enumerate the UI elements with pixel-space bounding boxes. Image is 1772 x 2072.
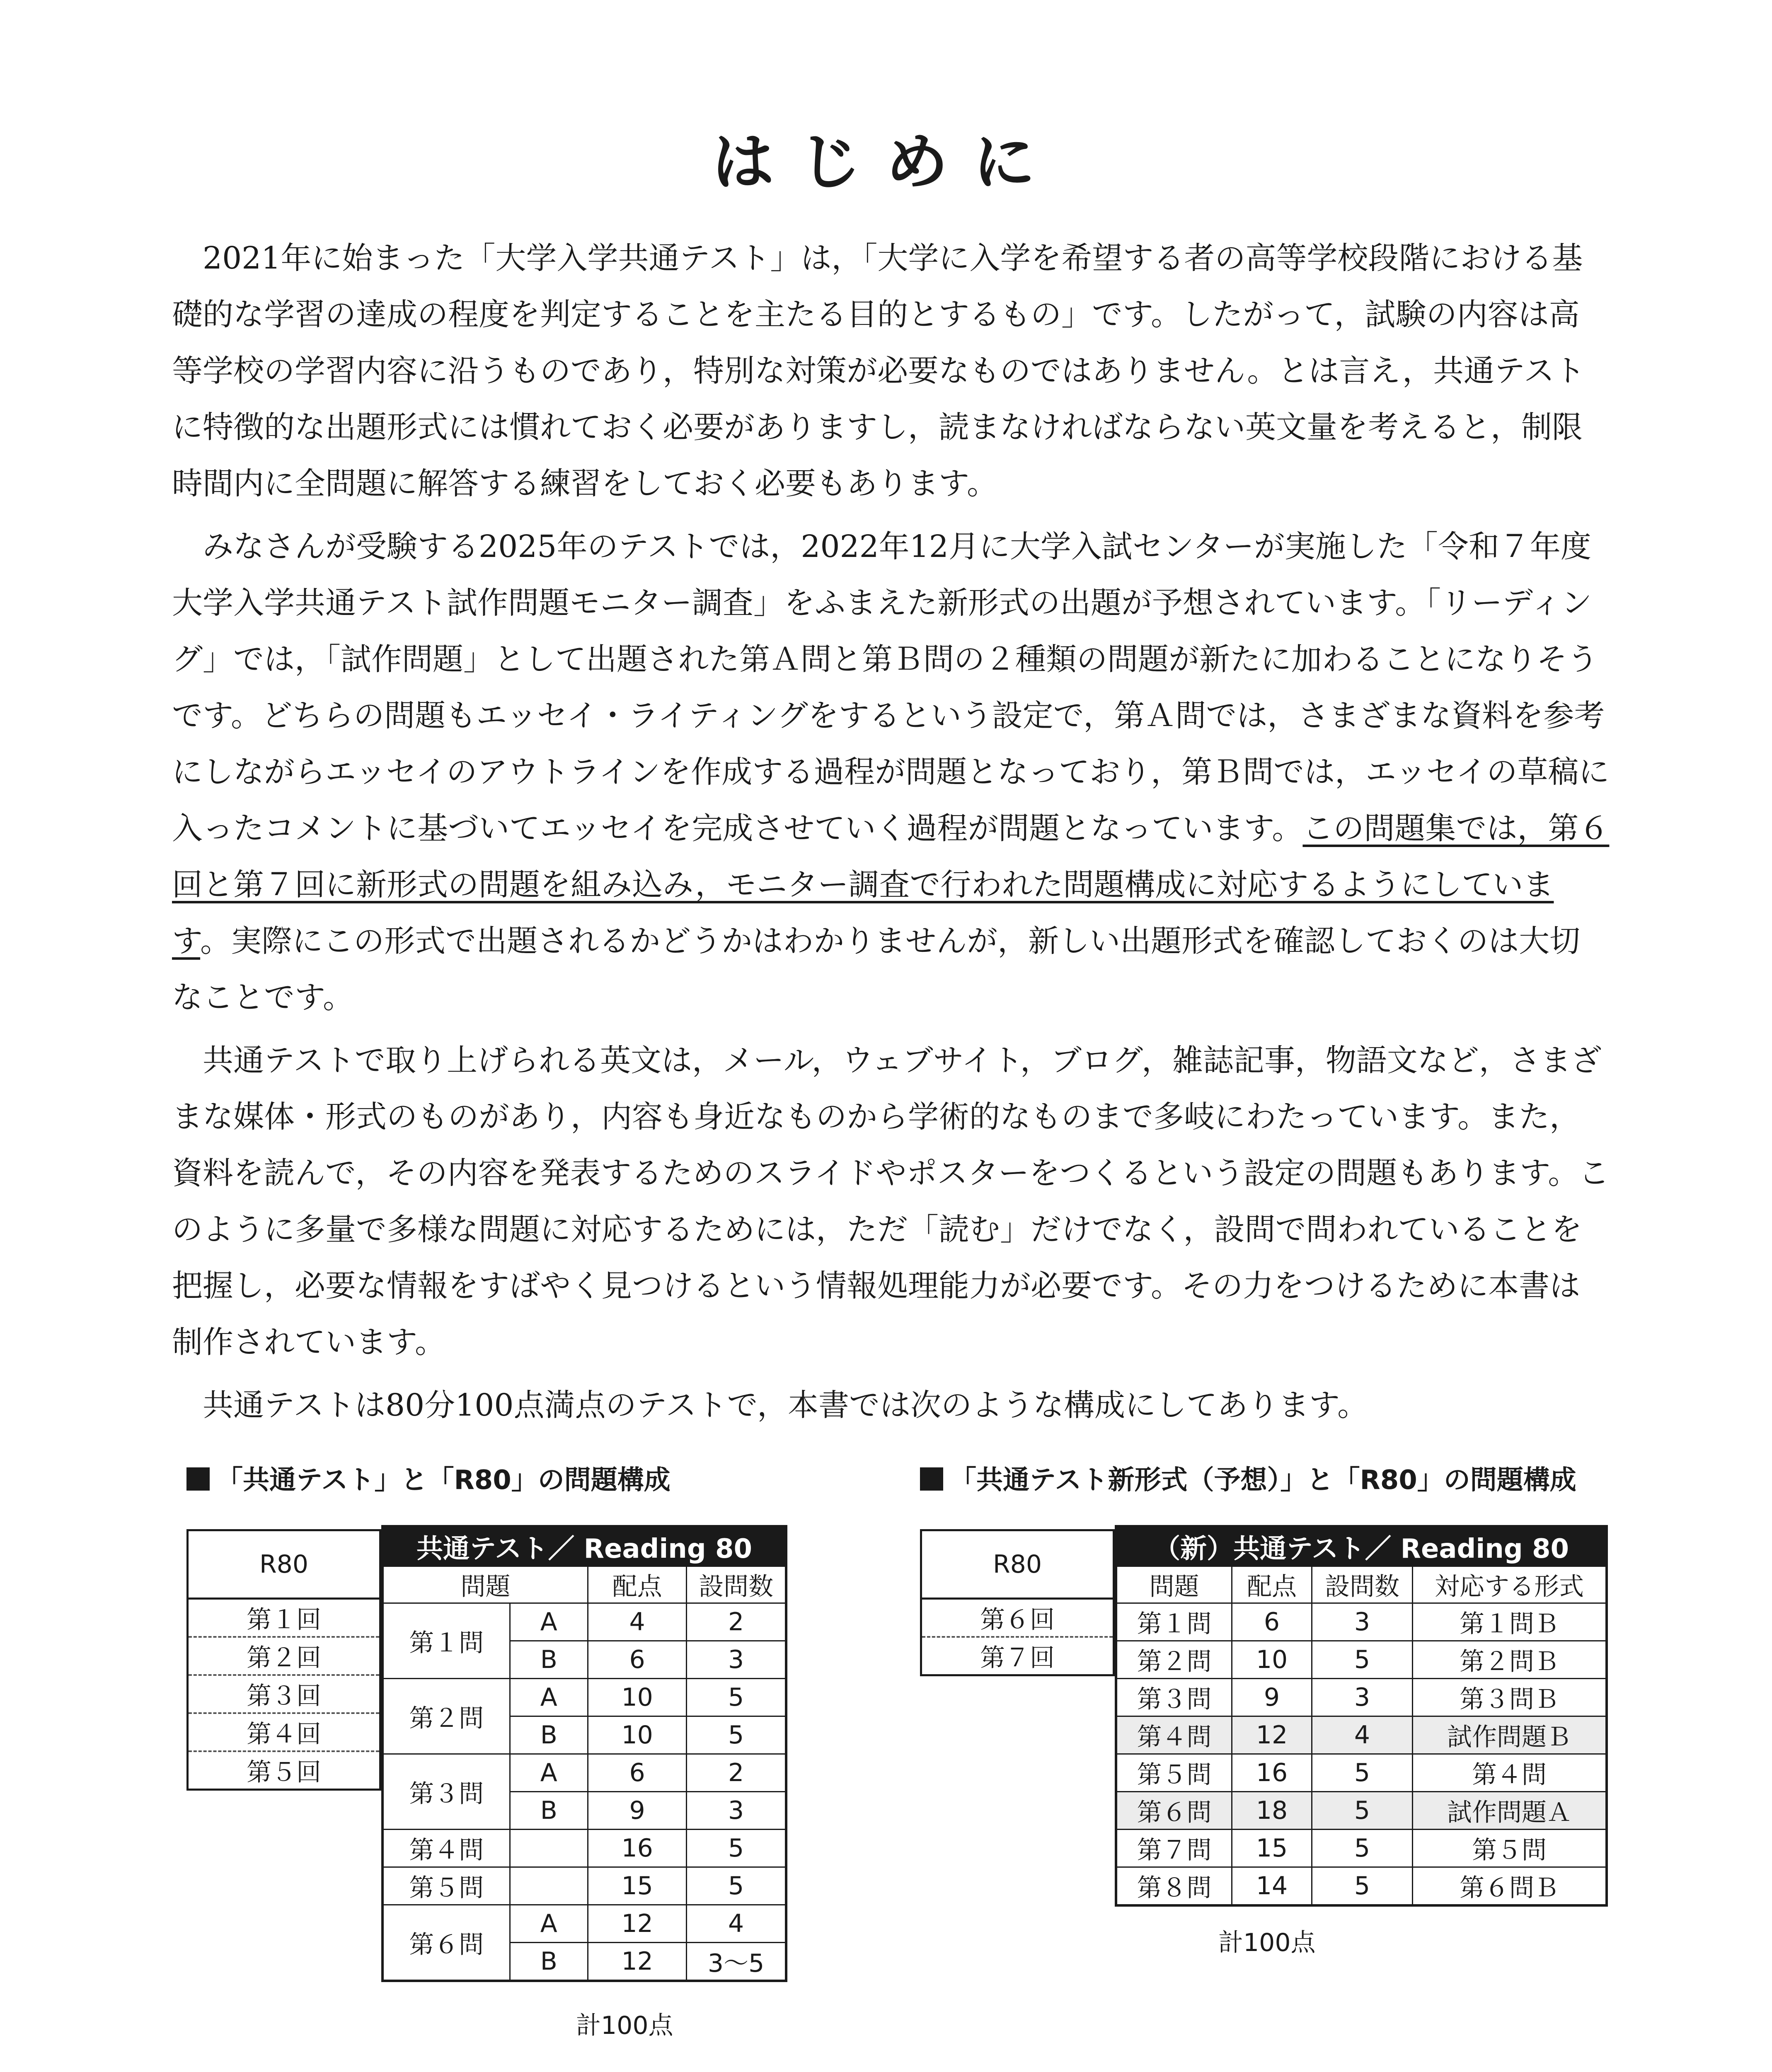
points-cell: 12 [1232, 1716, 1312, 1754]
left-structure-table [381, 1525, 787, 1982]
underlined-note: この問題集では，第６回と第７回に新形式の問題を組み込み，モニター調査で行われた問題構成に対応するようにしています [172, 811, 1610, 959]
part-cell: B [510, 1792, 588, 1830]
square-bullet-icon [920, 1467, 943, 1491]
points-cell: 15 [588, 1867, 687, 1905]
points-cell: 9 [588, 1792, 687, 1830]
points-cell: 15 [1232, 1830, 1312, 1867]
r80-item: 第７回 [921, 1637, 1114, 1675]
problem-cell: 第８問 [1116, 1867, 1232, 1906]
part-cell [510, 1867, 588, 1905]
part-cell: B [510, 1641, 588, 1679]
problem-cell: 第３問 [382, 1754, 510, 1830]
column-header-count: 設問数 [1312, 1566, 1413, 1603]
count-cell: 3〜5 [687, 1943, 786, 1981]
part-cell: B [510, 1943, 588, 1981]
count-cell: 5 [1312, 1867, 1413, 1906]
problem-cell: 第３問 [1116, 1679, 1232, 1716]
problem-cell: 第６問 [1116, 1792, 1232, 1830]
part-cell: B [510, 1716, 588, 1754]
left-r80-table [186, 1529, 381, 1791]
points-cell: 12 [588, 1905, 687, 1943]
count-cell: 4 [687, 1905, 786, 1943]
points-cell: 4 [588, 1603, 687, 1641]
count-cell: 2 [687, 1754, 786, 1792]
problem-cell: 第５問 [1116, 1754, 1232, 1792]
right-total: 計100点 [1218, 1928, 1316, 1957]
problem-cell: 第１問 [1116, 1603, 1232, 1641]
count-cell: 3 [1312, 1603, 1413, 1641]
count-cell: 3 [687, 1641, 786, 1679]
format-cell: 第２問Ｂ [1413, 1641, 1607, 1679]
points-cell: 6 [588, 1641, 687, 1679]
format-cell: 第６問Ｂ [1413, 1867, 1607, 1906]
problem-cell: 第５問 [382, 1867, 510, 1905]
count-cell: 3 [1312, 1679, 1413, 1716]
right-section-heading [920, 1459, 1576, 1497]
count-cell: 5 [687, 1867, 786, 1905]
count-cell: 5 [1312, 1792, 1413, 1830]
table-title: （新）共通テスト／ Reading 80 [1116, 1526, 1607, 1566]
right-section-heading-text: 「共通テスト新形式（予想）」と「R80」の問題構成 [950, 1465, 1576, 1496]
column-header-points: 配点 [1232, 1566, 1312, 1603]
shaded-row [1116, 1716, 1607, 1754]
page-title: はじめに [712, 126, 1060, 198]
intro-paragraph-2 [172, 518, 1610, 1026]
count-cell: 5 [1312, 1754, 1413, 1792]
format-cell: 試作問題Ａ [1413, 1792, 1607, 1830]
r80-item: 第３回 [188, 1675, 380, 1713]
intro-paragraph-2-start: みなさんが受験する2025年のテストでは，2022年12月に大学入試センターが実施した「令和７年度大学入学共通テスト試作問題モニター調査」をふまえた新形式の出題が予想されています。「リーディング」では，「試作問題」として出題された第Ａ問と第Ｂ問の２種類の問題が新たに加わることになりそうです。どちらの問題もエッセイ・ライティングをするという設定で，第Ａ問では，さまざまな資料を参考にしながらエッセイのアウトラインを作成する過程が問題となっており，第Ｂ問では，エッセイの草稿に入ったコメントに基づいてエッセイを完成させていく過程が問題となっています。 [172, 529, 1610, 846]
problem-cell: 第２問 [1116, 1641, 1232, 1679]
problem-cell: 第２問 [382, 1679, 510, 1754]
format-cell: 第１問Ｂ [1413, 1603, 1607, 1641]
column-header-problem: 問題 [382, 1566, 588, 1603]
part-cell: A [510, 1754, 588, 1792]
problem-cell: 第６問 [382, 1905, 510, 1981]
problem-cell: 第７問 [1116, 1830, 1232, 1867]
count-cell: 2 [687, 1603, 786, 1641]
points-cell: 16 [1232, 1754, 1312, 1792]
points-cell: 10 [1232, 1641, 1312, 1679]
format-cell: 試作問題Ｂ [1413, 1716, 1607, 1754]
r80-item: 第４回 [188, 1713, 380, 1751]
table-title: 共通テスト／ Reading 80 [382, 1526, 786, 1566]
part-cell: A [510, 1905, 588, 1943]
column-header-count: 設問数 [687, 1566, 786, 1603]
count-cell: 3 [687, 1792, 786, 1830]
column-header-points: 配点 [588, 1566, 687, 1603]
part-cell: A [510, 1603, 588, 1641]
part-cell [510, 1830, 588, 1867]
column-header-format: 対応する形式 [1413, 1566, 1607, 1603]
points-cell: 12 [588, 1943, 687, 1981]
points-cell: 9 [1232, 1679, 1312, 1716]
r80-item: 第１回 [188, 1599, 380, 1637]
count-cell: 5 [687, 1830, 786, 1867]
points-cell: 6 [1232, 1603, 1312, 1641]
format-cell: 第４問 [1413, 1754, 1607, 1792]
problem-cell: 第１問 [382, 1603, 510, 1679]
format-cell: 第３問Ｂ [1413, 1679, 1607, 1716]
problem-cell: 第４問 [382, 1830, 510, 1867]
intro-paragraph-3: 共通テストで取り上げられる英文は，メール，ウェブサイト，ブログ，雑誌記事，物語文など，さまざまな媒体・形式のものがあり，内容も身近なものから学術的なものまで多岐にわたっています。また，資料を読んで，その内容を発表するためのスライドやポスターをつくるという設定の問題もあります。このように多量で多様な問題に対応するためには，ただ「読む」だけでなく，設問で問われていることを把握し，必要な情報をすばやく見つけるという情報処理能力が必要です。その力をつけるために本書は制作されています。 [172, 1043, 1610, 1360]
points-cell: 10 [588, 1716, 687, 1754]
right-structure-table [1115, 1525, 1608, 1907]
intro-text [172, 230, 1610, 1433]
right-r80-table [920, 1529, 1115, 1676]
left-total: 計100点 [576, 2011, 673, 2040]
points-cell: 16 [588, 1830, 687, 1867]
intro-paragraph-4: 共通テストは80分100点満点のテストで，本書では次のような構成にしてあります。 [203, 1387, 1368, 1423]
left-section-heading [186, 1459, 671, 1497]
r80-item: 第６回 [921, 1599, 1114, 1637]
count-cell: 4 [1312, 1716, 1413, 1754]
r80-item: 第５回 [188, 1751, 380, 1790]
shaded-row [1116, 1792, 1607, 1830]
format-cell: 第５問 [1413, 1830, 1607, 1867]
r80-header: R80 [188, 1530, 380, 1599]
count-cell: 5 [687, 1679, 786, 1716]
points-cell: 18 [1232, 1792, 1312, 1830]
points-cell: 14 [1232, 1867, 1312, 1906]
part-cell: A [510, 1679, 588, 1716]
square-bullet-icon [186, 1467, 210, 1491]
r80-item: 第２回 [188, 1637, 380, 1675]
intro-paragraph-1: 2021年に始まった「大学入学共通テスト」は，「大学に入学を希望する者の高等学校段階における基礎的な学習の達成の程度を判定することを主たる目的とするもの」です。したがって，試験の内容は高等学校の学習内容に沿うものであり，特別な対策が必要なものではありません。とは言え，共通テストに特徴的な出題形式には慣れておく必要がありますし，読まなければならない英文量を考えると，制限時間内に全問題に解答する練習をしておく必要もあります。 [172, 240, 1585, 501]
count-cell: 5 [687, 1716, 786, 1754]
points-cell: 10 [588, 1679, 687, 1716]
problem-cell: 第４問 [1116, 1716, 1232, 1754]
column-header-problem: 問題 [1116, 1566, 1232, 1603]
intro-paragraph-2-end: 。実際にこの形式で出題されるかどうかはわかりませんが，新しい出題形式を確認しておくのは大切なことです。 [172, 923, 1581, 1015]
count-cell: 5 [1312, 1830, 1413, 1867]
count-cell: 5 [1312, 1641, 1413, 1679]
r80-header: R80 [921, 1530, 1114, 1599]
left-section-heading-text: 「共通テスト」と「R80」の問題構成 [216, 1465, 671, 1496]
points-cell: 6 [588, 1754, 687, 1792]
